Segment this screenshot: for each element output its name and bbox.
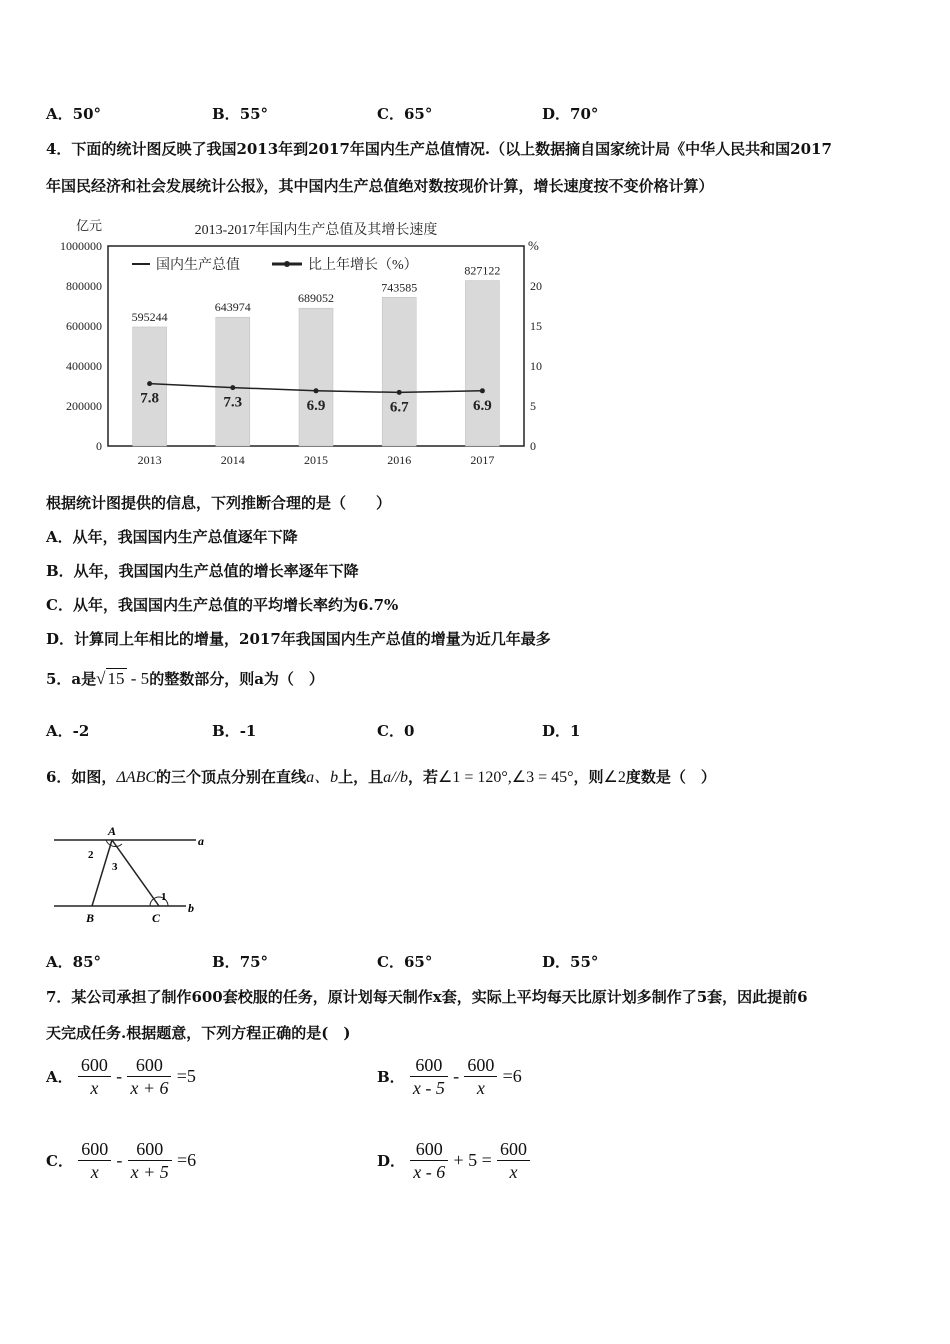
q7-option-c: C． $\frac{600}{x}$ - $\frac{600}{x + 5}$ =6 [46,1139,197,1182]
q6-geometry-figure [46,820,216,930]
side-ab [92,840,112,906]
q6-lines: a、b [306,769,339,786]
left-tick-label: 0 [96,439,102,453]
q6-option-d: D．55° [542,953,599,971]
q3-option-b: B．55° [212,105,269,123]
q4-prompt: 根据统计图提供的信息，下列推断合理的是（ ） [46,494,392,512]
q4-option-d: D．计算同上年相比的增量，2017年我国国内生产总值的增量为近几年最多 [46,630,551,648]
label-C: C [152,911,161,925]
label-A: A [108,824,117,838]
x-tick-label: 2014 [220,453,245,467]
side-ac [112,840,159,906]
label-3: 3 [112,861,118,873]
fraction: $\frac{600}{x}$ [464,1054,497,1099]
q5-prefix: 5．a是 [46,670,97,688]
q6-target: ∠2 [603,769,626,786]
q6-mid4: ，则 [573,768,604,786]
gdp-chart [40,212,560,474]
gdp-bar-label: 643974 [214,300,251,315]
q6-suffix: 度数是（ ） [625,768,716,786]
fraction: $\frac{600}{x}$ [78,1054,111,1099]
left-tick-label: 200000 [66,399,102,413]
growth-label: 7.3 [223,394,243,411]
fraction: $\frac{600}{x + 5}$ [128,1138,172,1183]
gdp-bar-label: 827122 [464,263,501,278]
q7-option-a: A． $\frac{600}{x}$ - $\frac{600}{x + 6}$ =5 [46,1055,196,1098]
x-tick-label: 2013 [137,453,162,467]
left-tick-label: 800000 [66,279,102,293]
q7-option-b: B． $\frac{600}{x - 5}$ - $\frac{600}{x}$ =6 [377,1055,522,1098]
fraction: $\frac{600}{x + 6}$ [127,1054,171,1099]
q6-angles: ∠1 = 120°,∠3 = 45° [438,769,574,786]
q5-option-b: B．-1 [212,722,257,740]
q6-option-c: C．65° [377,953,433,971]
q4-stem-line1: 4．下面的统计图反映了我国2013年到2017年国内生产总值情况.（以上数据摘自国家统计局《中华人民共和国2017 [46,140,832,158]
growth-point [147,381,152,386]
q5-sqrt-expression: √ 15 - 5 [96,669,150,688]
q4-stem-line2: 年国民经济和社会发展统计公报》，其中国内生产总值绝对数按现价计算，增长速度按不变价格计算） [46,177,714,195]
fraction: $\frac{600}{x - 6}$ [410,1138,448,1183]
x-tick-label: 2015 [304,453,328,467]
x-tick-label: 2017 [470,453,495,467]
q5-stem [46,668,324,689]
right-tick-label: 15 [530,319,542,333]
q5-radicand: 15 [107,669,125,688]
q4-option-c: C．从年，我国国内生产总值的平均增长率约为6.7% [46,596,399,614]
growth-point [314,388,319,393]
q6-prefix: 6．如图， [46,768,117,786]
legend-line-marker [284,261,290,267]
right-tick-label: 0 [530,439,536,453]
q3-option-c: C．65° [377,105,433,123]
q6-option-a: A．85° [46,953,102,971]
q6-option-b: B．75° [212,953,269,971]
label-1: 1 [161,891,167,903]
chart-title: 2013-2017年国内生产总值及其增长速度 [194,223,438,238]
q3-option-a: A．50° [46,105,102,123]
q7-option-d: D． $\frac{600}{x - 6}$ + 5 = $\frac{600}{x}$ [377,1138,530,1183]
growth-point [480,388,485,393]
q7-stem-line2: 天完成任务.根据题意，下列方程正确的是( ) [46,1024,351,1042]
q6-mid2: 上，且 [338,768,384,786]
right-tick-label: 10 [530,359,542,373]
fraction: $\frac{600}{x - 5}$ [410,1054,448,1099]
label-2: 2 [88,849,94,861]
label-B: B [86,911,95,925]
gdp-bar-label: 689052 [298,291,334,306]
gdp-bar [382,297,416,446]
q5-suffix: 的整数部分，则a为（ ） [149,670,324,688]
q6-stem [46,764,716,787]
growth-label: 6.9 [473,397,492,414]
label-a: a [198,834,204,848]
gdp-bar [133,327,167,446]
q5-option-a: A．-2 [46,722,90,740]
gdp-bar [216,317,250,446]
q7-stem-line1: 7．某公司承担了制作600套校服的任务，原计划每天制作x套，实际上平均每天比原计划多制作了5套，因此提前6 [46,988,808,1006]
right-tick-label: 20 [530,279,542,293]
legend-line-label: 比上年增长（%） [308,258,418,273]
legend-bar-label: 国内生产总值 [156,258,240,273]
q5-minus: - 5 [126,669,150,688]
gdp-bar [465,281,499,446]
growth-point [397,390,402,395]
label-b: b [188,901,194,915]
gdp-bar-label: 743585 [381,280,418,295]
q4-option-a: A．从年，我国国内生产总值逐年下降 [46,528,298,546]
q5-option-c: C．0 [377,722,415,740]
fraction: $\frac{600}{x}$ [497,1138,530,1183]
left-tick-label: 400000 [66,359,102,373]
gdp-bar-label: 595244 [131,309,168,324]
right-tick-label: 5 [530,399,536,413]
growth-label: 7.8 [140,390,159,407]
growth-label: 6.7 [389,399,409,416]
growth-point [230,385,235,390]
fraction: $\frac{600}{x}$ [78,1138,111,1183]
q6-triangle: ΔABC [116,769,157,786]
growth-label: 6.9 [306,397,326,414]
q6-mid1: 的三个顶点分别在直线 [156,768,307,786]
q3-option-d: D．70° [542,105,599,123]
left-axis-unit: 亿元 [76,218,103,233]
left-tick-label: 600000 [66,319,102,333]
q4-option-b: B．从年，我国国内生产总值的增长率逐年下降 [46,562,359,580]
right-axis-unit: % [528,238,539,253]
x-tick-label: 2016 [387,453,412,467]
q6-mid3: ，若 [407,768,438,786]
left-tick-label: 1000000 [60,239,102,253]
gdp-bar [299,308,333,446]
q5-option-d: D．1 [542,722,581,740]
q6-parallel: a//b [383,769,408,786]
